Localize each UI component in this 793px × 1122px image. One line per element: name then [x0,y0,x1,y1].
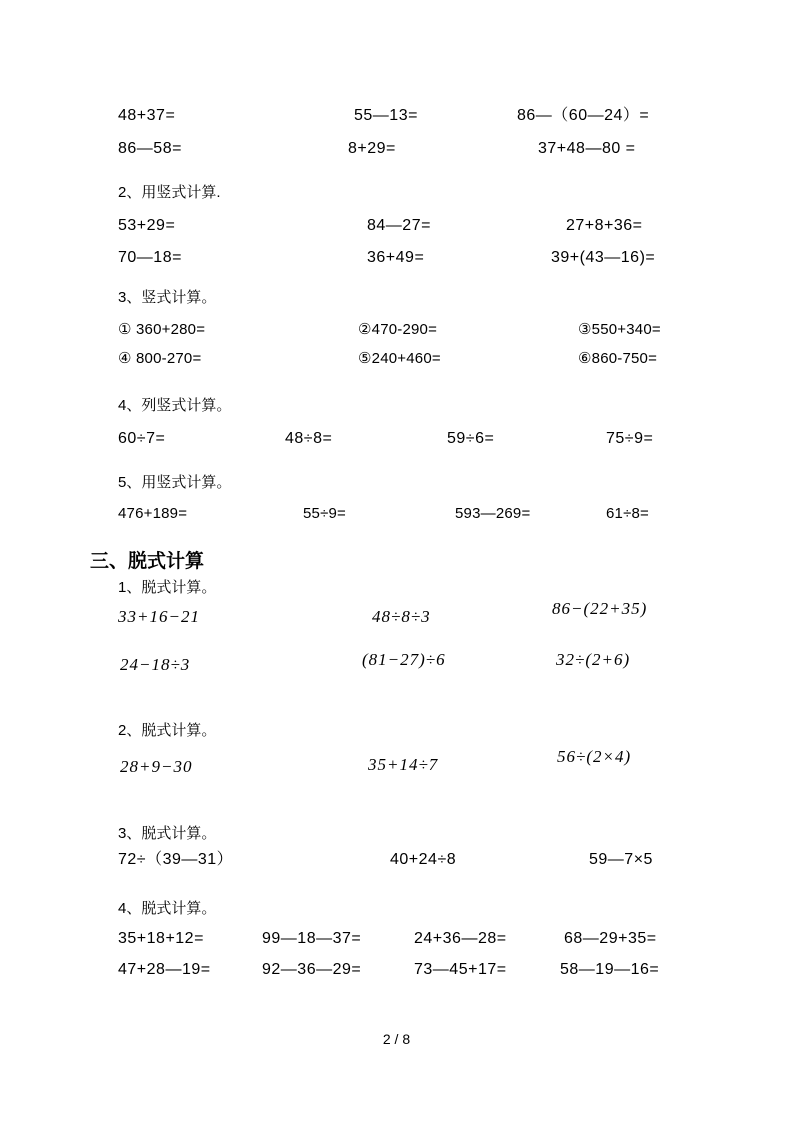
problem: 35+18+12= [118,930,204,947]
problem: 92—36—29= [262,961,362,978]
problem: 28+9−30 [120,757,193,776]
section-title: 4、脱式计算。 [118,900,217,917]
section-title: 2、用竖式计算. [118,184,221,201]
major-section-title: 三、脱式计算 [90,551,205,572]
problem: 24+36—28= [414,930,507,947]
problem: 56÷(2×4) [557,747,632,766]
problem: 84—27= [367,217,431,234]
problem: 8+29= [348,140,396,157]
problem: ③550+340= [578,321,661,338]
problem: ① 360+280= [118,321,206,338]
problem: ⑥860-750= [578,350,658,367]
section-title: 5、用竖式计算。 [118,474,232,491]
problem: 58—19—16= [560,961,660,978]
problem: 35+14÷7 [368,755,439,774]
problem: 53+29= [118,217,176,234]
section-title: 1、脱式计算。 [118,579,217,596]
problem: 32÷(2+6) [556,650,631,669]
problem: 59÷6= [447,430,495,447]
problem: 37+48—80 = [538,140,636,157]
problem: 55—13= [354,107,418,124]
problem: 59—7×5 [589,851,653,868]
problem: 99—18—37= [262,930,362,947]
problem: 75÷9= [606,430,654,447]
problem: 86—58= [118,140,182,157]
problem: 36+49= [367,249,425,266]
problem: ②470-290= [358,321,438,338]
section-title: 4、列竖式计算。 [118,397,232,414]
problem: 73—45+17= [414,961,507,978]
problem: 86−(22+35) [552,599,648,618]
problem: 55÷9= [303,505,347,522]
problem: 47+28—19= [118,961,211,978]
section-title: 2、脱式计算。 [118,722,217,739]
problem: 70—18= [118,249,182,266]
problem: 48÷8÷3 [372,607,431,626]
problem: 68—29+35= [564,930,657,947]
problem: 86—（60—24）= [517,107,650,124]
problem: 476+189= [118,505,188,522]
section-title: 3、脱式计算。 [118,825,217,842]
problem: 24−18÷3 [120,655,191,674]
problem: ⑤240+460= [358,350,441,367]
section-title: 3、竖式计算。 [118,289,217,306]
problem: 48+37= [118,107,176,124]
problem: 48÷8= [285,430,333,447]
problem: 593—269= [455,505,531,522]
problem: 60÷7= [118,430,166,447]
page-number: 2 / 8 [382,1031,411,1047]
problem: 39+(43—16)= [551,249,656,266]
problem: 27+8+36= [566,217,643,234]
problem: (81−27)÷6 [362,650,446,669]
problem: 61÷8= [606,505,650,522]
problem: 33+16−21 [118,607,200,626]
problem: ④ 800-270= [118,350,202,367]
problem: 40+24÷8 [390,851,457,868]
problem: 72÷（39—31） [118,851,234,868]
